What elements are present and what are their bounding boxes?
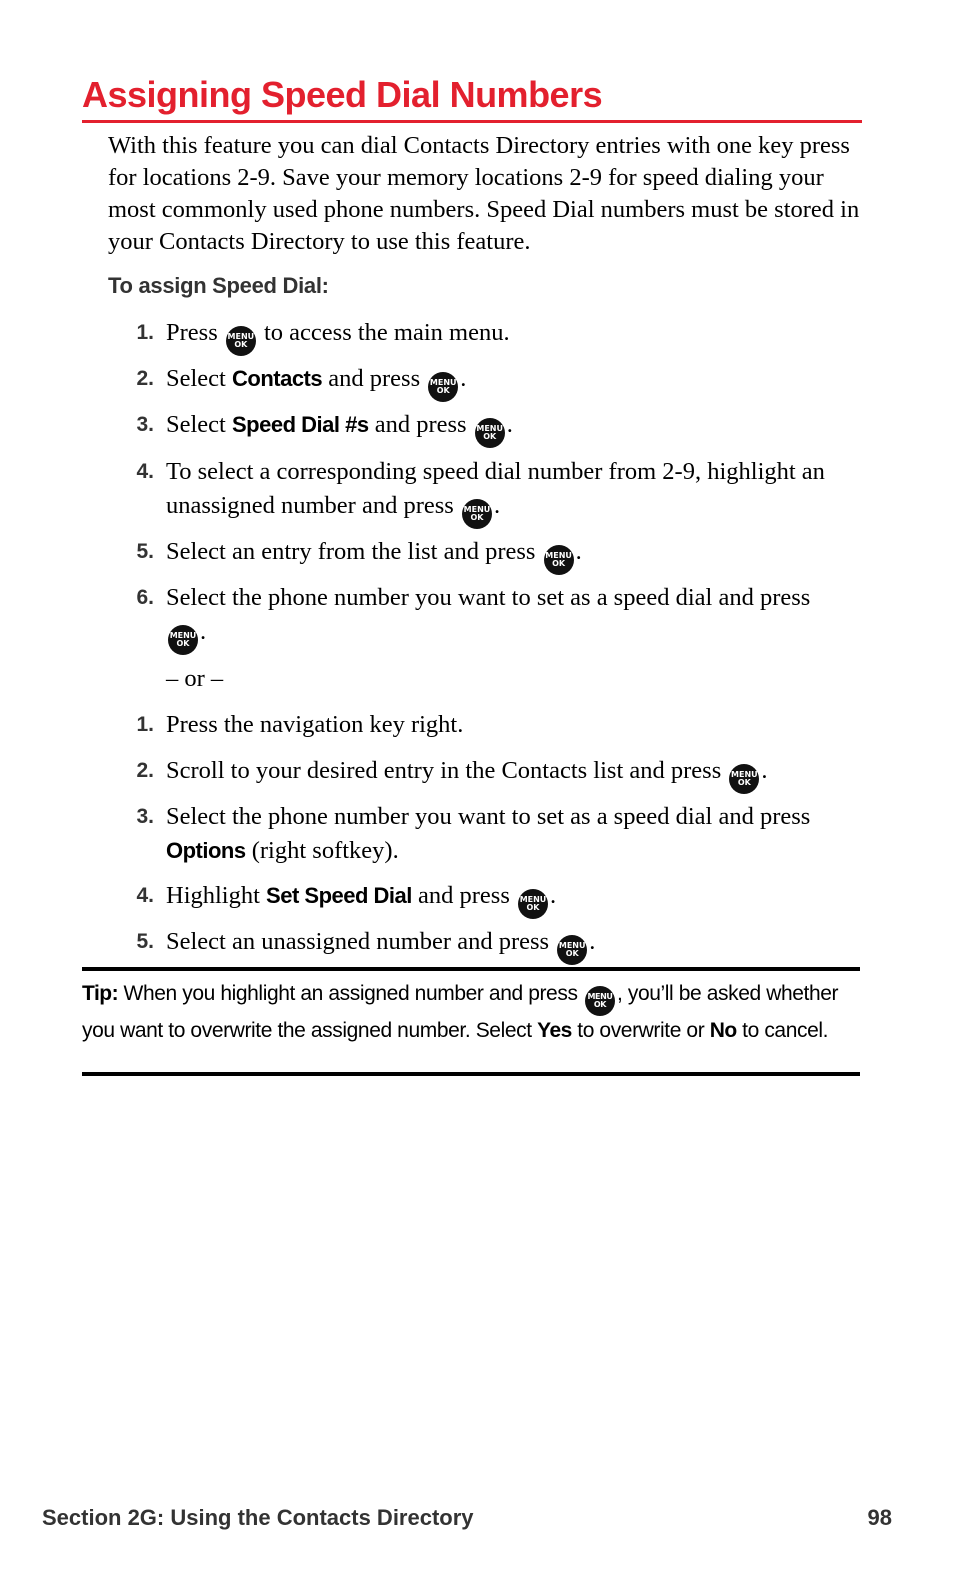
intro-paragraph: With this feature you can dial Contacts Directory entries with one key press for locations 2-9. Save your memory locations 2-9 for speed dialing your most commonly used phone numbers. Speed Dial numbers must be stored in your Contacts Directory to use this feature. [108,132,860,255]
step-text: Select the phone number you want to set as a speed dial and press Options (right softkey). [166,803,811,864]
keyword-options: Options [166,838,246,863]
footer-section-title: Section 2G: Using the Contacts Directory [42,1505,474,1530]
keyword-yes: Yes [537,1019,572,1042]
step-text: Scroll to your desired entry in the Contacts list and press MENU OK . [166,754,846,794]
step-text: Select Speed Dial #s and press MENU OK . [166,408,846,448]
step-number: 3. [136,413,154,436]
keyword-contacts: Contacts [232,366,323,391]
menu-ok-key-icon: MENU OK [226,326,256,356]
menu-ok-key-icon: MENU OK [462,499,492,529]
menu-ok-key-icon: MENU OK [585,986,615,1016]
step-number: 5. [136,930,154,953]
step-number: 5. [136,540,154,563]
keyword-speed-dial: Speed Dial #s [232,412,369,437]
page-title: Assigning Speed Dial Numbers [82,72,862,123]
step-number: 2. [136,759,154,782]
step-number: 4. [136,460,154,483]
step-number: 6. [136,586,154,609]
step-text: Select Contacts and press MENU OK . [166,362,846,402]
footer-page-number: 98 [867,1505,892,1530]
step-text: Select an entry from the list and press MENU OK . [166,535,846,575]
or-separator: – or – [166,665,224,692]
keyword-no: No [709,1019,737,1042]
step-text: Press MENU OK to access the main menu. [166,316,846,356]
step-text: Press the navigation key right. [166,711,464,738]
step-number: 1. [136,713,154,736]
menu-ok-key-icon: MENU OK [428,372,458,402]
keyword-set-speed-dial: Set Speed Dial [266,883,412,908]
step-number: 4. [136,884,154,907]
step-text: Select the phone number you want to set as a speed dial and press MENU OK . [166,581,846,655]
step-text: To select a corresponding speed dial number from 2-9, highlight an unassigned number and press MENU OK . [166,455,846,529]
step-number: 2. [136,367,154,390]
subhead-assign-speed-dial: To assign Speed Dial: [108,273,329,298]
step-text: Highlight Set Speed Dial and press MENU OK . [166,879,846,919]
menu-ok-key-icon: MENU OK [518,889,548,919]
menu-ok-key-icon: MENU OK [557,935,587,965]
menu-ok-key-icon: MENU OK [475,418,505,448]
tip-box: Tip: When you highlight an assigned number and press MENU OK , you’ll be asked whether you want to overwrite the assigned number. Select Yes to overwrite or No to cancel. [82,967,860,1076]
tip-label: Tip: [82,982,119,1005]
menu-ok-key-icon: MENU OK [168,625,198,655]
menu-ok-key-icon: MENU OK [544,545,574,575]
step-text: Select an unassigned number and press MENU OK . [166,925,846,965]
step-number: 1. [136,321,154,344]
step-number: 3. [136,805,154,828]
menu-ok-key-icon: MENU OK [729,764,759,794]
